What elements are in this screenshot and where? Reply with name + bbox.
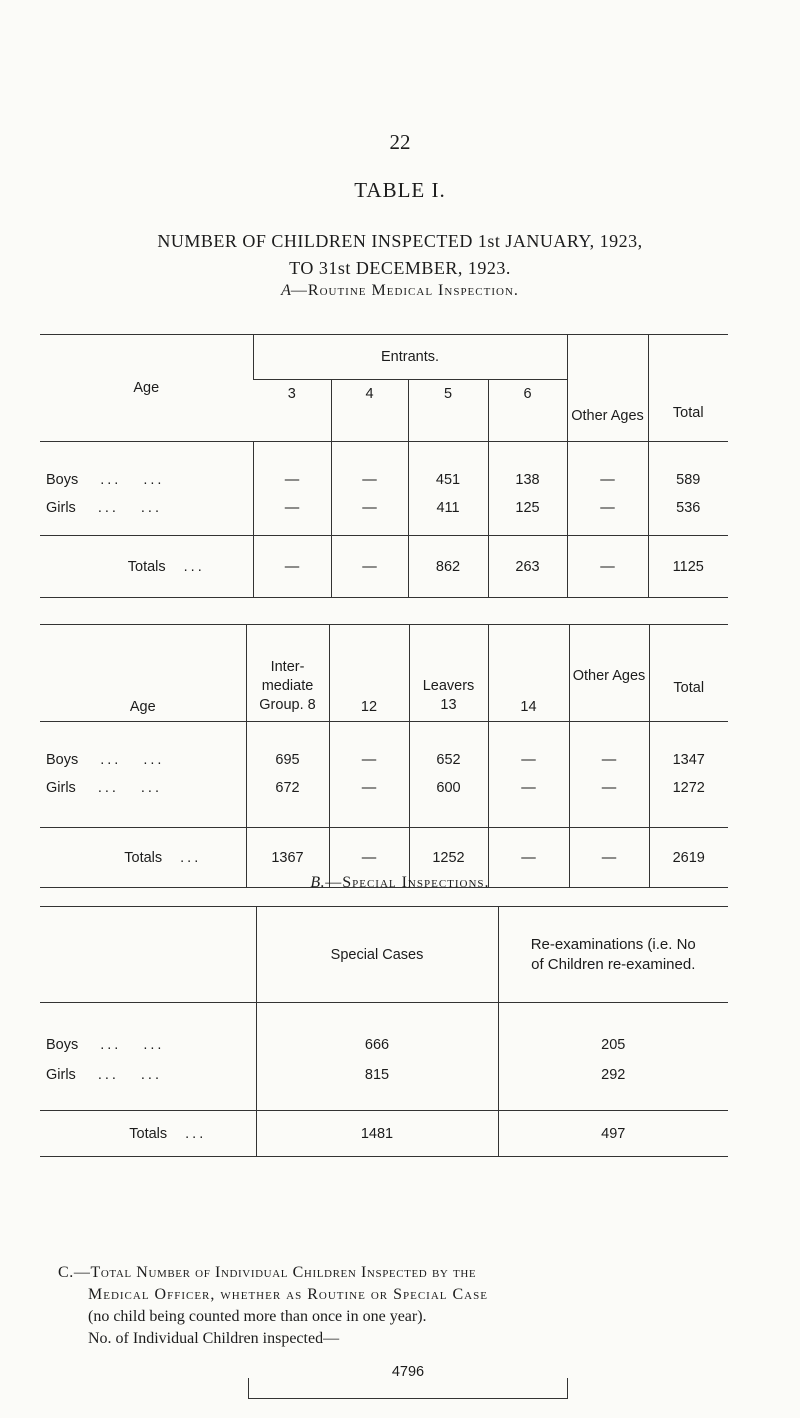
special-cases-header: Special Cases (256, 907, 498, 1003)
section-b-heading (0, 874, 800, 892)
cell: 1481 (256, 1111, 498, 1157)
cell: — (488, 774, 569, 828)
age-5-header: 5 (408, 380, 488, 442)
cell: — (488, 828, 569, 888)
other-ages-header: Other Ages (567, 335, 648, 442)
cell: — (567, 536, 648, 598)
age-12-header: 12 (329, 625, 409, 722)
leavers-group-label: Leavers (422, 678, 475, 694)
row-label: Boys ... ... (46, 751, 165, 768)
cell: 666 (256, 1003, 498, 1059)
table-row (40, 1003, 728, 1059)
section-a-text: —Routine Medical Inspection. (290, 282, 519, 299)
row-label-text: Totals (124, 849, 163, 866)
cell: — (567, 442, 648, 496)
cell: 589 (648, 442, 728, 496)
row-label: Girls ... ... (40, 1059, 256, 1111)
section-c-line-2: Medical Officer, whether as Routine or Special Case (88, 1286, 488, 1303)
cell: 652 (409, 722, 488, 774)
total-header: Total (649, 625, 728, 722)
age-header: Age (40, 625, 246, 722)
intermediate-header-text: Inter-mediate Group. 8 (259, 659, 316, 713)
leavers-table (40, 624, 728, 888)
cell: — (253, 536, 331, 598)
cell: 1125 (648, 536, 728, 598)
cell: — (329, 828, 409, 888)
row-label-text: Boys (46, 751, 79, 768)
table-subtitle (0, 228, 800, 282)
cell: — (253, 442, 331, 496)
cell: — (329, 722, 409, 774)
age-4-header: 4 (331, 380, 408, 442)
row-label-text: Girls (46, 1066, 76, 1083)
individual-children-total: 4796 (388, 1364, 428, 1380)
table-row (40, 536, 728, 598)
cell: 138 (488, 442, 567, 496)
row-label-text: Boys (46, 1036, 79, 1053)
age-13-header: 13 (440, 697, 457, 713)
special-inspections-table (40, 906, 728, 1157)
leavers-13-header (409, 625, 488, 722)
section-b-text: .—Special Inspections. (320, 874, 490, 891)
cell: 536 (648, 496, 728, 536)
cell: — (331, 496, 408, 536)
other-ages-header: Other Ages (569, 625, 649, 722)
age-3-header: 3 (253, 380, 331, 442)
cell: 1347 (649, 722, 728, 774)
table-row (40, 1059, 728, 1111)
section-b-letter: B (310, 874, 321, 891)
table-row (40, 774, 728, 828)
subtitle-line-2: TO 31st DECEMBER, 1923. (289, 258, 511, 278)
cell: — (253, 496, 331, 536)
cell: 1367 (246, 828, 329, 888)
section-c-line-4: No. of Individual Children inspected— (88, 1330, 340, 1347)
cell: 815 (256, 1059, 498, 1111)
cell: 1272 (649, 774, 728, 828)
cell: — (331, 442, 408, 496)
row-label: Totals ... (124, 849, 202, 866)
cell: — (331, 536, 408, 598)
entrants-table (40, 334, 728, 598)
intermediate-header (246, 625, 329, 722)
cell: — (569, 774, 649, 828)
age-14-header: 14 (488, 625, 569, 722)
section-a-heading (0, 282, 800, 300)
cell: 125 (488, 496, 567, 536)
cell: 1252 (409, 828, 488, 888)
cell: — (488, 722, 569, 774)
cell: 600 (409, 774, 488, 828)
row-label-text: Girls (46, 499, 76, 516)
cell: — (567, 496, 648, 536)
section-c-line-3: (no child being counted more than once in one year). (88, 1308, 427, 1325)
row-label: Girls ... ... (40, 496, 253, 536)
reexaminations-header-text: Re-examinations (i.e. No of Children re-examined. (530, 935, 696, 973)
table-row (40, 496, 728, 536)
section-c-text (58, 1262, 748, 1350)
cell: 2619 (649, 828, 728, 888)
table-row (40, 722, 728, 774)
section-a-letter: A (281, 282, 291, 299)
cell: 672 (246, 774, 329, 828)
total-header: Total (648, 335, 728, 442)
cell: 695 (246, 722, 329, 774)
cell: 497 (498, 1111, 728, 1157)
row-label-text: Totals (129, 1125, 168, 1142)
cell: 862 (408, 536, 488, 598)
row-label-text: Boys (46, 471, 79, 488)
row-label: Boys ... ... (46, 471, 165, 488)
table-row (40, 1111, 728, 1157)
cell: 451 (408, 442, 488, 496)
page-number: 22 (389, 130, 411, 154)
table-row (40, 442, 728, 496)
reexaminations-header (498, 907, 728, 1003)
cell: 411 (408, 496, 488, 536)
row-label: Girls ... ... (40, 774, 246, 828)
entrants-group-header: Entrants. (253, 335, 567, 380)
individual-children-total-box (248, 1364, 568, 1399)
row-label: Totals ... (129, 1125, 207, 1142)
row-label-text: Girls (46, 779, 76, 796)
row-label-text: Totals (127, 558, 166, 575)
age-6-header: 6 (488, 380, 567, 442)
cell: — (569, 828, 649, 888)
cell: — (569, 722, 649, 774)
table-title: TABLE I. (354, 178, 446, 202)
age-header: Age (40, 335, 253, 442)
cell: — (329, 774, 409, 828)
row-label: Boys ... ... (46, 1036, 165, 1053)
row-label: Totals ... (127, 558, 205, 575)
cell: 292 (498, 1059, 728, 1111)
section-c-line-1: C.—Total Number of Individual Children Inspected by the (58, 1264, 477, 1281)
cell: 205 (498, 1003, 728, 1059)
subtitle-line-1: NUMBER OF CHILDREN INSPECTED 1st JANUARY, 1923, (157, 231, 643, 251)
blank-header (40, 907, 256, 1003)
cell: 263 (488, 536, 567, 598)
